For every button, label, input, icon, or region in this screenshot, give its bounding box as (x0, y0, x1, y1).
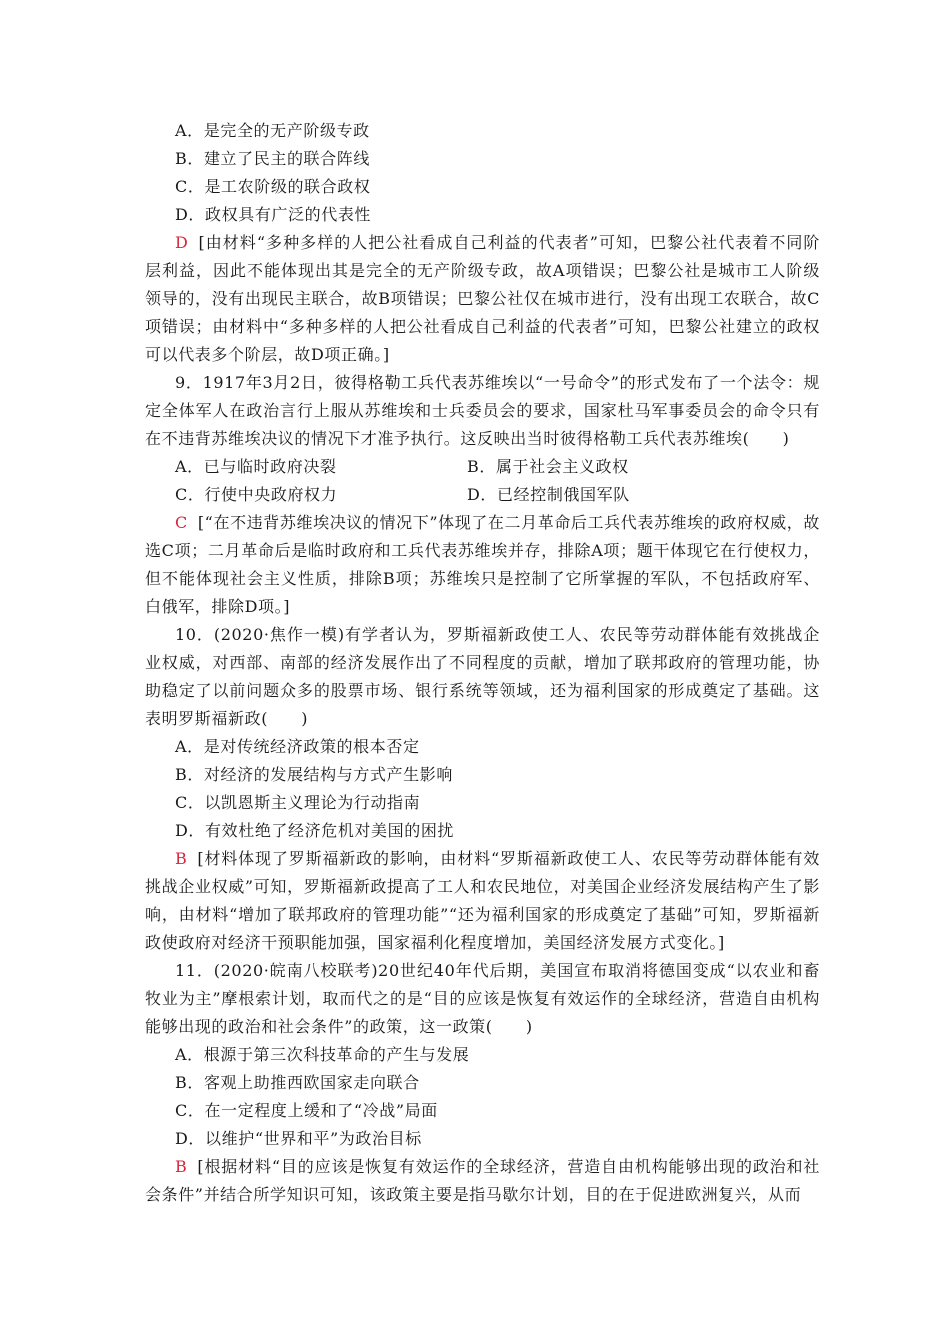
option-d: D．以维护“世界和平”为政治目标 (175, 1129, 422, 1148)
option-b: B．对经济的发展结构与方式产生影响 (175, 765, 453, 784)
answer-explanation (145, 845, 820, 957)
option-d: D．已经控制俄国军队 (467, 485, 630, 504)
option-c: C．行使中央政府权力 (175, 485, 338, 504)
page-content (145, 117, 820, 1209)
answer-letter: B (175, 1157, 188, 1176)
option-a: A．根源于第三次科技革命的产生与发展 (175, 1045, 470, 1064)
question-8 (145, 117, 820, 369)
explanation-text: [材料体现了罗斯福新政的影响，由材料“罗斯福新政使工人、农民等劳动群体能有效挑战企业权威”可知，罗斯福新政提高了工人和农民地位，对美国企业经济发展结构产生了影响，由材料“增加了联邦政府的管理功能”“还为福利国家的形成奠定了基础”可知，罗斯福新政使政府对经济干预职能加强，国家福利化程度增加，美国经济发展方式变化。] (145, 849, 820, 952)
question-stem: 10．(2020·焦作一模)有学者认为，罗斯福新政使工人、农民等劳动群体能有效挑战企业权威，对西部、南部的经济发展作出了不同程度的贡献，增加了联邦政府的管理功能，协助稳定了以前问题众多的股票市场、银行系统等领域，还为福利国家的形成奠定了基础。这表明罗斯福新政( ) (145, 625, 820, 728)
explanation-text: [由材料“多种多样的人把公社看成自己利益的代表者”可知，巴黎公社代表着不同阶层利益，因此不能体现出其是完全的无产阶级专政，故A项错误；巴黎公社是城市工人阶级领导的，没有出现民主联合，故B项错误；巴黎公社仅在城市进行，没有出现工农联合，故C项错误；由材料中“多种多样的人把公社看成自己利益的代表者”可知，巴黎公社建立的政权可以代表多个阶层，故D项正确。] (145, 233, 820, 364)
option-a: A．已与临时政府决裂 (175, 457, 337, 476)
answer-explanation (145, 1153, 820, 1209)
question-stem: 9．1917年3月2日，彼得格勒工兵代表苏维埃以“一号命令”的形式发布了一个法令：规定全体军人在政治言行上服从苏维埃和士兵委员会的要求，国家杜马军事委员会的命令只有在不违背苏维埃决议的情况下才准予执行。这反映出当时彼得格勒工兵代表苏维埃( ) (145, 373, 820, 448)
question-stem: 11．(2020·皖南八校联考)20世纪40年代后期，美国宣布取消将德国变成“以农业和畜牧业为主”摩根索计划，取而代之的是“目的应该是恢复有效运作的全球经济，营造自由机构能够出现的政治和社会条件”的政策，这一政策( ) (145, 961, 820, 1036)
option-a: A．是对传统经济政策的根本否定 (175, 737, 420, 756)
question-9 (145, 369, 820, 621)
option-b: B．属于社会主义政权 (467, 457, 629, 476)
answer-letter: C (175, 513, 188, 532)
option-row (145, 453, 820, 481)
option-d: D．政权具有广泛的代表性 (175, 205, 372, 224)
option-c: C．是工农阶级的联合政权 (175, 177, 371, 196)
question-11 (145, 957, 820, 1209)
option-c: C．在一定程度上缓和了“冷战”局面 (175, 1101, 438, 1120)
answer-explanation (145, 229, 820, 369)
explanation-text: [根据材料“目的应该是恢复有效运作的全球经济，营造自由机构能够出现的政治和社会条件”并结合所学知识可知，该政策主要是指马歇尔计划，目的在于促进欧洲复兴，从而 (145, 1157, 820, 1204)
answer-letter: D (175, 233, 189, 252)
option-c: C．以凯恩斯主义理论为行动指南 (175, 793, 421, 812)
option-row (145, 481, 820, 509)
option-b: B．客观上助推西欧国家走向联合 (175, 1073, 420, 1092)
option-d: D．有效杜绝了经济危机对美国的困扰 (175, 821, 455, 840)
answer-explanation (145, 509, 820, 621)
question-10 (145, 621, 820, 957)
option-b: B．建立了民主的联合阵线 (175, 149, 370, 168)
option-a: A．是完全的无产阶级专政 (175, 121, 370, 140)
answer-letter: B (175, 849, 188, 868)
explanation-text: [“在不违背苏维埃决议的情况下”体现了在二月革命后工兵代表苏维埃的政府权威，故选C项；二月革命后是临时政府和工兵代表苏维埃并存，排除A项；题干体现它在行使权力，但不能体现社会主义性质，排除B项；苏维埃只是控制了它所掌握的军队，不包括政府军、白俄军，排除D项。] (145, 513, 820, 616)
